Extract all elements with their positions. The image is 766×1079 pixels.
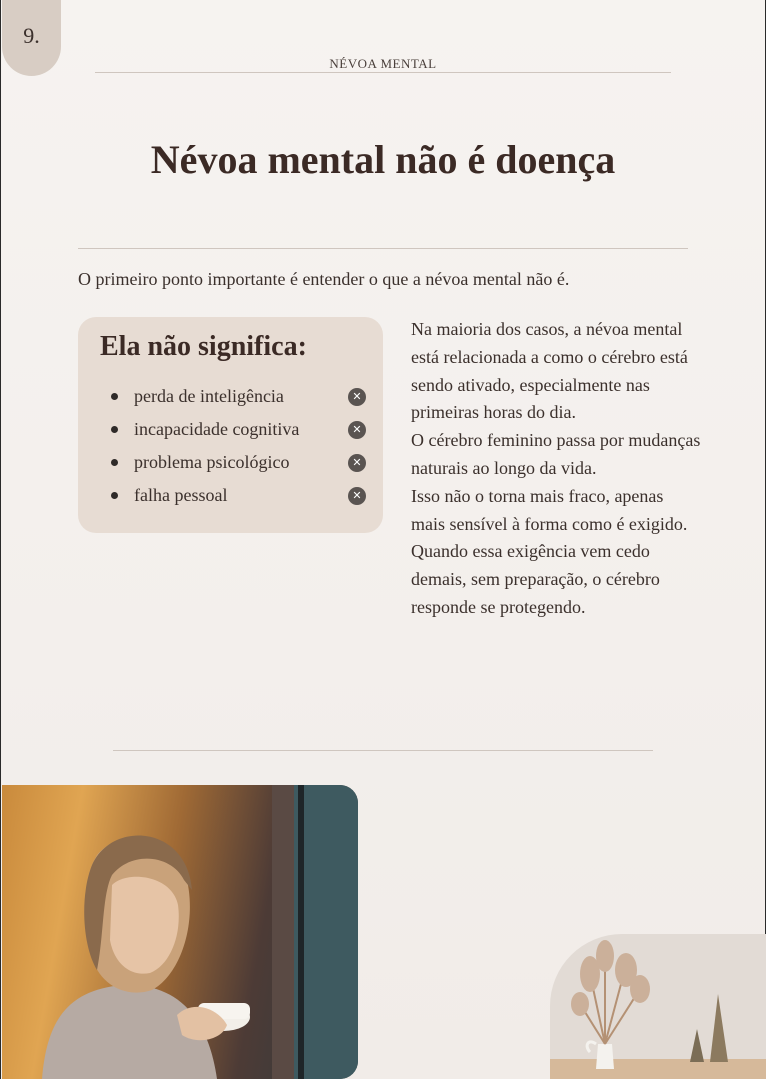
page-title: Névoa mental não é doença (150, 137, 616, 182)
body-paragraph: Na maioria dos casos, a névoa mental está relacionada a como o cérebro está sendo ativado, especialmente nas primeiras horas do dia. (411, 319, 688, 423)
woman-illustration (2, 785, 358, 1079)
intro-text: O primeiro ponto importante é entender o que a névoa mental não é. (78, 269, 570, 289)
body-paragraph: Isso não o torna mais fraco, apenas mais sensível à forma como é exigido. (411, 485, 688, 534)
list-item (111, 483, 366, 516)
list-item-label: perda de inteligência (134, 386, 284, 406)
list-item (111, 417, 366, 450)
list-item-label: falha pessoal (134, 485, 228, 505)
page-number: 9. (23, 23, 40, 48)
card-heading: Ela não significa: (100, 331, 307, 362)
list-item-label: problema psicológico (134, 452, 290, 472)
bullet-icon (111, 492, 118, 499)
dried-flowers-illustration (550, 934, 766, 1079)
bullet-icon (111, 393, 118, 400)
woman-photo (2, 785, 358, 1079)
body-paragraph: Quando essa exigência vem cedo demais, sem preparação, o cérebro responde se protegendo. (411, 541, 660, 617)
close-circle-icon: ✕ (348, 421, 366, 439)
close-circle-icon: ✕ (348, 388, 366, 406)
bullet-icon (111, 459, 118, 466)
not-meaning-card (78, 317, 383, 533)
running-head: NÉVOA MENTAL (329, 56, 437, 71)
title-rule (78, 248, 688, 249)
list-item (111, 450, 366, 483)
header-rule (95, 72, 671, 73)
card-list (111, 384, 366, 516)
list-item-label: incapacidade cognitiva (134, 419, 300, 439)
body-text (411, 316, 701, 622)
list-item (111, 384, 366, 417)
close-circle-icon: ✕ (348, 487, 366, 505)
section-rule (113, 750, 653, 751)
close-circle-icon: ✕ (348, 454, 366, 472)
decor-photo (550, 934, 766, 1079)
body-paragraph: O cérebro feminino passa por mudanças naturais ao longo da vida. (411, 430, 701, 478)
bullet-icon (111, 426, 118, 433)
